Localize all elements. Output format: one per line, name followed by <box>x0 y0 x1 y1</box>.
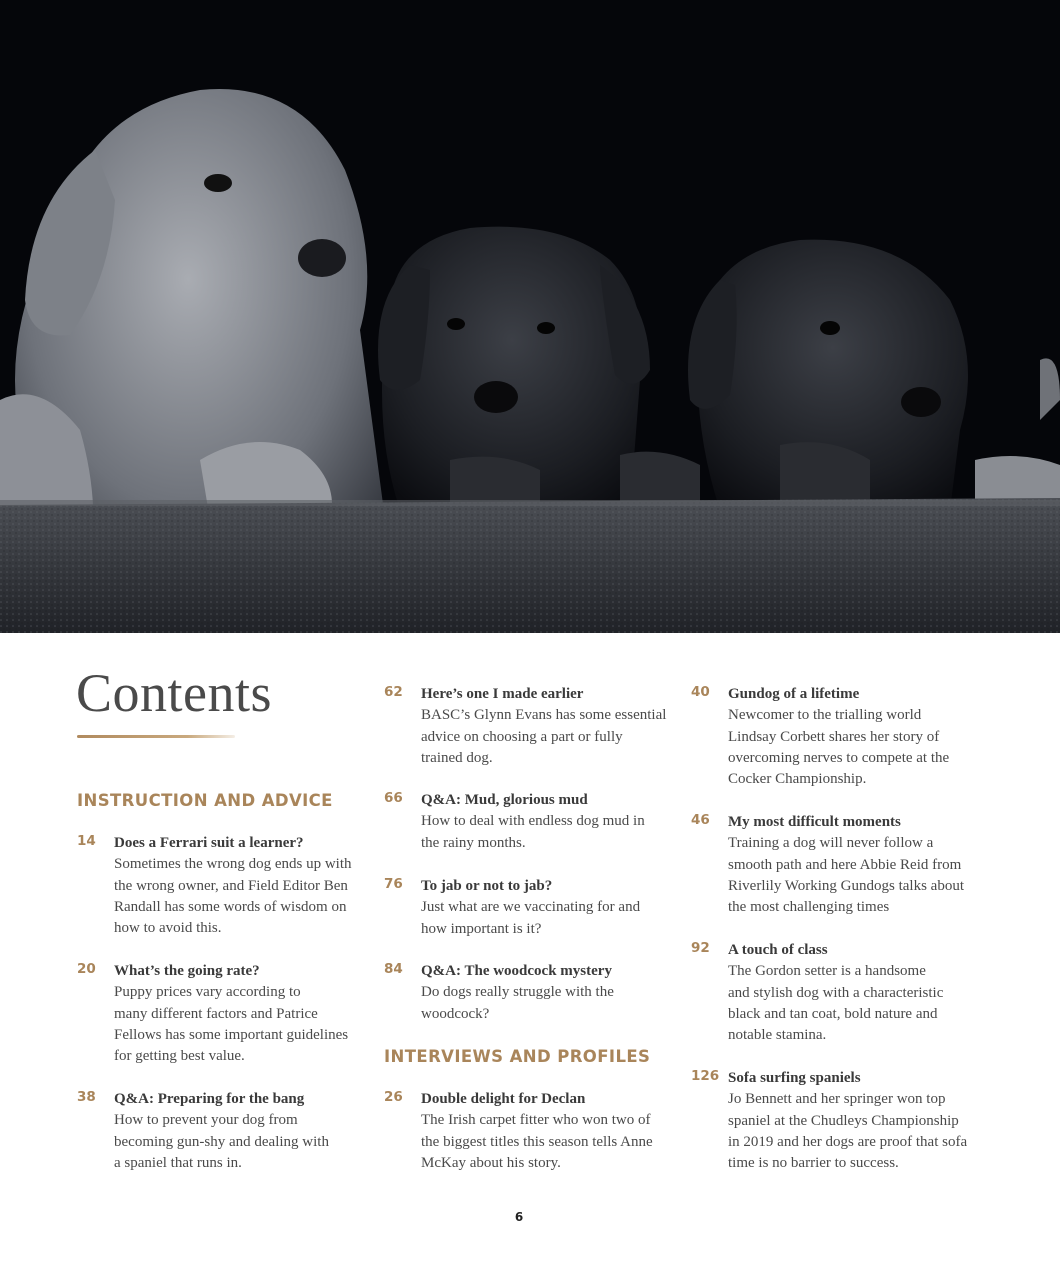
entry-desc-line: BASC’s Glynn Evans has some essential <box>421 707 667 724</box>
entry-heading: A touch of class <box>728 942 828 958</box>
entry-desc-line: many different factors and Patrice <box>114 1005 318 1022</box>
entry-heading: Q&A: The woodcock mystery <box>421 963 612 979</box>
hero-photo <box>0 0 1060 633</box>
entry-desc-line: becoming gun-shy and dealing with <box>114 1133 329 1150</box>
entry-desc-line: The Gordon setter is a handsome <box>728 963 926 980</box>
entry-page-number: 46 <box>691 812 710 828</box>
entry-heading: My most difficult moments <box>728 814 901 830</box>
entry-page-number: 14 <box>77 833 96 849</box>
entry-desc-line: How to deal with endless dog mud in <box>421 813 645 830</box>
entry-desc-line: McKay about his story. <box>421 1154 561 1171</box>
entry-desc-line: time is no barrier to success. <box>728 1155 899 1172</box>
entry-desc-line: the wrong owner, and Field Editor Ben <box>114 877 348 894</box>
entry-desc-line: black and tan coat, bold nature and <box>728 1005 938 1022</box>
entry-desc-line: The Irish carpet fitter who won two of <box>421 1112 651 1129</box>
entry-desc-line: Randall has some words of wisdom on <box>114 898 347 915</box>
entry-heading: Here’s one I made earlier <box>421 686 584 702</box>
entry-desc-line: notable stamina. <box>728 1027 827 1044</box>
entry-desc-line: the biggest titles this season tells Anne <box>421 1133 653 1150</box>
entry-desc-line: woodcock? <box>421 1005 490 1022</box>
entry-heading: Gundog of a lifetime <box>728 686 860 702</box>
entry-desc-line: advice on choosing a part or fully <box>421 728 623 745</box>
entry-page-number: 126 <box>691 1068 720 1084</box>
entry-desc-line: spaniel at the Chudleys Championship <box>728 1112 959 1129</box>
entry-desc-line: how important is it? <box>421 920 542 937</box>
page-title: Contents <box>76 663 273 723</box>
entry-page-number: 66 <box>384 790 403 806</box>
entry-page-number: 76 <box>384 876 403 892</box>
entry-desc-line: Sometimes the wrong dog ends up with <box>114 856 352 873</box>
entry-heading: Q&A: Mud, glorious mud <box>421 792 588 808</box>
entry-desc-line: Lindsay Corbett shares her story of <box>728 728 940 745</box>
section-heading-interviews: INTERVIEWS AND PROFILES <box>384 1047 651 1066</box>
entry-desc-line: smooth path and here Abbie Reid from <box>728 856 962 873</box>
entry-desc-line: the most challenging times <box>728 899 890 916</box>
entry-desc-line: Puppy prices vary according to <box>114 984 301 1001</box>
entry-desc-line: overcoming nerves to compete at the <box>728 749 950 766</box>
entry-heading: Q&A: Preparing for the bang <box>114 1091 305 1107</box>
entry-desc-line: the rainy months. <box>421 834 526 851</box>
entry-desc-line: how to avoid this. <box>114 920 222 937</box>
wooden-ledge <box>0 498 1060 633</box>
entry-heading: Does a Ferrari suit a learner? <box>114 835 304 851</box>
entry-page-number: 84 <box>384 961 403 977</box>
entry-page-number: 20 <box>77 961 96 977</box>
entry-heading: Sofa surfing spaniels <box>728 1070 861 1086</box>
entry-desc-line: trained dog. <box>421 749 493 766</box>
entry-desc-line: Cocker Championship. <box>728 771 867 788</box>
entry-page-number: 38 <box>77 1089 96 1105</box>
entry-desc-line: for getting best value. <box>114 1048 245 1065</box>
title-underline <box>77 735 235 738</box>
entry-heading: What’s the going rate? <box>114 963 260 979</box>
entry-desc-line: Newcomer to the trialling world <box>728 707 922 724</box>
entry-page-number: 26 <box>384 1089 403 1105</box>
entry-desc-line: Fellows has some important guidelines <box>114 1026 349 1043</box>
section-heading-instruction: INSTRUCTION AND ADVICE <box>77 791 333 810</box>
entry-desc-line: Do dogs really struggle with the <box>421 984 614 1001</box>
entry-desc-line: Riverlily Working Gundogs talks about <box>728 877 965 894</box>
puppies-image <box>0 0 1060 633</box>
entry-desc-line: Training a dog will never follow a <box>728 835 934 852</box>
entry-desc-line: a spaniel that runs in. <box>114 1154 242 1171</box>
page-number: 6 <box>514 1210 524 1224</box>
entry-desc-line: in 2019 and her dogs are proof that sofa <box>728 1133 968 1150</box>
entry-desc-line: Just what are we vaccinating for and <box>421 899 641 916</box>
entry-heading: Double delight for Declan <box>421 1091 586 1107</box>
entry-desc-line: How to prevent your dog from <box>114 1112 298 1129</box>
entry-desc-line: and stylish dog with a characteristic <box>728 984 944 1001</box>
entry-heading: To jab or not to jab? <box>421 878 553 894</box>
entry-page-number: 92 <box>691 940 710 956</box>
entry-page-number: 40 <box>691 684 710 700</box>
entry-desc-line: Jo Bennett and her springer won top <box>728 1091 946 1108</box>
entry-page-number: 62 <box>384 684 403 700</box>
